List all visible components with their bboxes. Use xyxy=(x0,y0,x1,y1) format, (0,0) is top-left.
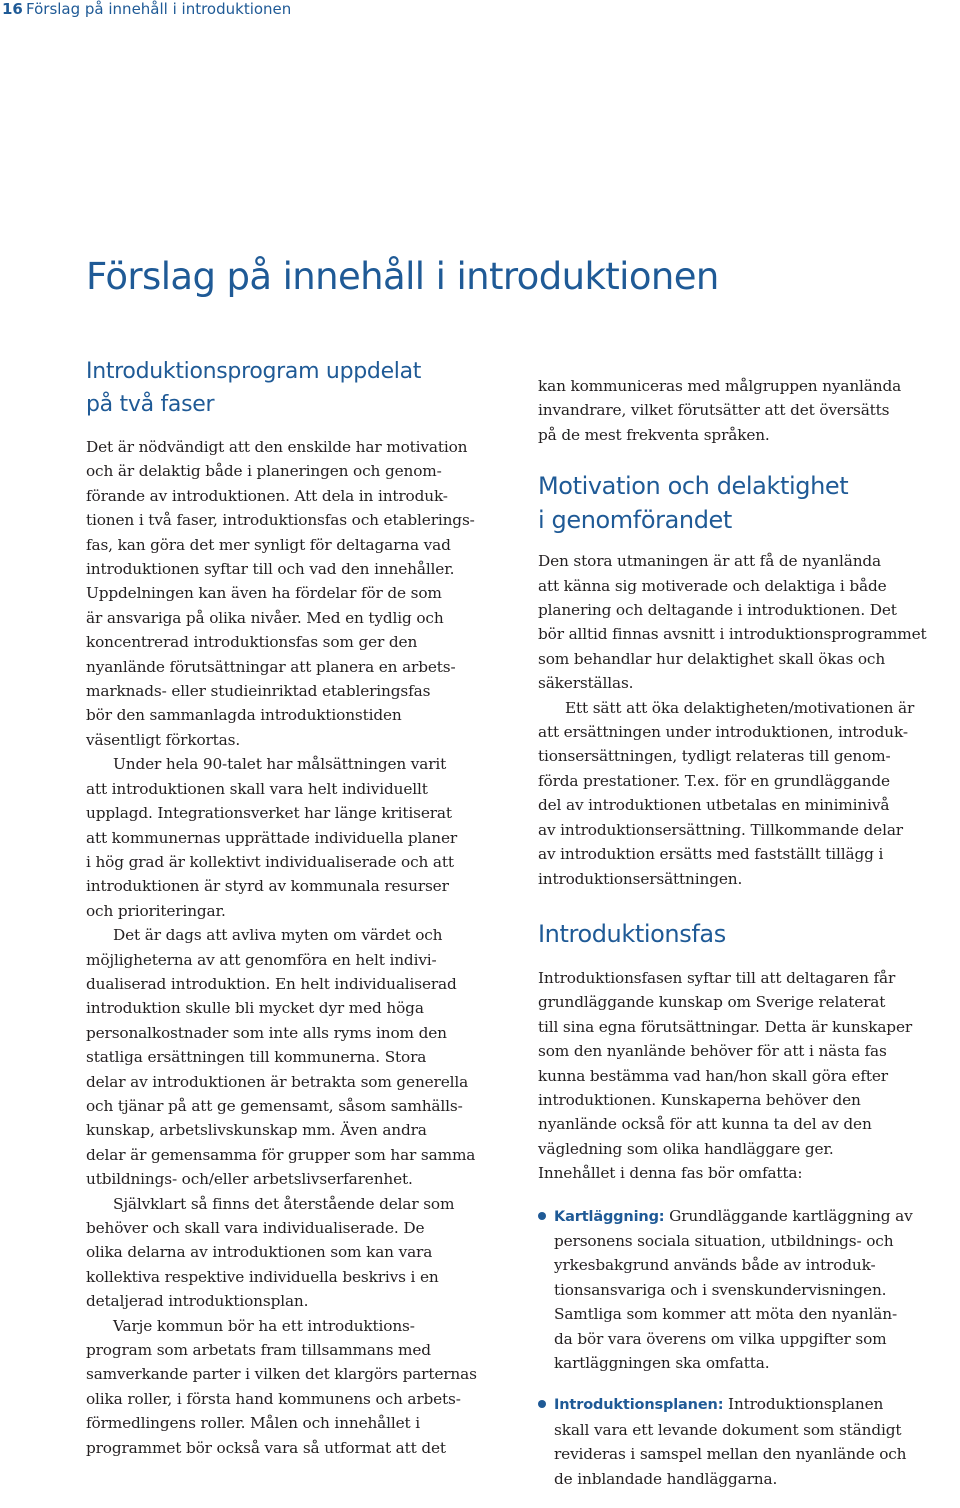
bullet-term: Kartläggning: xyxy=(554,1208,665,1225)
bullet-first-line: Grundläggande kartläggning av xyxy=(664,1206,913,1225)
paragraph xyxy=(86,1192,512,1314)
text-line: skall vara ett levande dokument som ständigt xyxy=(554,1420,902,1439)
text-line: koncentrerad introduktionsfas som ger den xyxy=(86,633,418,652)
text-line: som behandlar hur delaktighet skall ökas och xyxy=(538,649,886,668)
text-line: introduktionen. Kunskaperna behöver den xyxy=(538,1090,861,1109)
text-line: personens sociala situation, utbildnings- och xyxy=(554,1231,894,1250)
text-line: är ansvariga på olika nivåer. Med en tydlig och xyxy=(86,608,444,627)
text-line: kunna bestämma vad han/hon skall göra efter xyxy=(538,1066,888,1085)
text-line: kan kommuniceras med målgruppen nyanlända xyxy=(538,377,902,395)
right-column xyxy=(538,374,958,1508)
bullet-item xyxy=(538,1204,958,1376)
text-line: Introduktionsfasen syftar till att deltagaren får xyxy=(538,968,896,987)
text-line: Varje kommun bör ha ett introduktions- xyxy=(113,1316,415,1335)
page-number: 16 xyxy=(2,0,23,18)
text-line: Den stora utmaningen är att få de nyanlända xyxy=(538,552,882,571)
paragraph xyxy=(538,966,958,1186)
text-line: av introduktionsersättning. Tillkommande delar xyxy=(538,820,903,839)
text-line: möjligheterna av att genomföra en helt indivi- xyxy=(86,950,437,969)
text-line: detaljerad introduktionsplan. xyxy=(86,1292,309,1311)
section-heading-introduktionsfas: Introduktionsfas xyxy=(538,919,726,948)
text-line: olika roller, i första hand kommunens och arbets- xyxy=(86,1389,461,1408)
text-line: dualiserad introduktion. En helt individualiserad xyxy=(86,974,457,993)
text-line: tionsersättningen, tydligt relateras till genom- xyxy=(538,747,891,766)
text-line: Innehållet i denna fas bör omfatta: xyxy=(538,1164,803,1183)
text-line: på de mest frekventa språken. xyxy=(538,425,770,444)
text-line: introduktion skulle bli mycket dyr med höga xyxy=(86,999,424,1018)
text-line: och tjänar på att ge gemensamt, såsom samhälls- xyxy=(86,1096,463,1115)
text-line: marknads- eller studieinriktad etableringsfas xyxy=(86,682,431,701)
bullet-text xyxy=(554,1204,958,1376)
text-line: de inblandade handläggarna. xyxy=(554,1469,778,1488)
page-title: Förslag på innehåll i introduktionen xyxy=(86,255,719,298)
text-line: delar är gemensamma för grupper som har samma xyxy=(86,1145,476,1164)
text-line: da bör vara överens om vilka uppgifter som xyxy=(554,1329,887,1348)
text-line: del av introduktionen utbetalas en miniminivå xyxy=(538,796,890,815)
text-line: av introduktion ersätts med fastställt tillägg i xyxy=(538,845,884,864)
text-line: tionen i två faser, introduktionsfas och etablerings- xyxy=(86,511,475,530)
text-line: Det är dags att avliva myten om värdet och xyxy=(113,926,443,945)
text-line: tionsansvariga och i svenskundervisningen. xyxy=(554,1280,887,1299)
text-line: upplagd. Integrationsverket har länge kritiserat xyxy=(86,804,452,823)
text-line: fas, kan göra det mer synligt för deltagarna vad xyxy=(86,535,451,554)
text-line: revideras i samspel mellan den nyanlände och xyxy=(554,1445,907,1464)
bullet-dot-icon xyxy=(538,1212,546,1220)
text-line: att ersättningen under introduktionen, introduk- xyxy=(538,723,908,742)
section-heading-motivation: Motivation och delaktighet i genomförandet xyxy=(538,472,849,535)
text-line: kollektiva respektive individuella beskrivs i en xyxy=(86,1267,439,1286)
text-line: samverkande parter i vilken det klargörs parternas xyxy=(86,1365,477,1384)
text-line: förmedlingens roller. Målen och innehållet i xyxy=(86,1414,420,1433)
bullet-term: Introduktionsplanen: xyxy=(554,1397,724,1414)
text-line: Ett sätt att öka delaktigheten/motivationen är xyxy=(565,698,915,717)
text-line: förande av introduktionen. Att dela in introduk- xyxy=(86,486,448,505)
paragraph xyxy=(86,752,512,923)
text-line: statliga ersättningen till kommunerna. Stora xyxy=(86,1048,427,1067)
text-line: introduktionen är styrd av kommunala resurser xyxy=(86,877,449,896)
text-line: och är delaktig både i planeringen och genom- xyxy=(86,462,442,481)
text-line: väsentligt förkortas. xyxy=(86,730,241,749)
paragraph xyxy=(538,374,958,447)
text-line: utbildnings- och/eller arbetslivserfarenhet. xyxy=(86,1170,413,1189)
text-line: program som arbetats fram tillsammans med xyxy=(86,1341,431,1360)
text-line: programmet bör också vara så utformat att det xyxy=(86,1438,446,1457)
text-line: Uppdelningen kan även ha fördelar för de som xyxy=(86,584,442,603)
text-line: Det är nödvändigt att den enskilde har motivation xyxy=(86,438,468,456)
text-line: att kommunernas upprättade individuella planer xyxy=(86,828,458,847)
text-line: att introduktionen skall vara helt individuellt xyxy=(86,779,428,798)
text-line: säkerställas. xyxy=(538,674,634,693)
text-line: bör alltid finnas avsnitt i introduktionsprogrammet xyxy=(538,625,927,644)
text-line: olika delarna av introduktionen som kan vara xyxy=(86,1243,433,1262)
section-heading-program: Introduktionsprogram uppdelat på två faser xyxy=(86,359,422,417)
text-line: till sina egna förutsättningar. Detta är kunskaper xyxy=(538,1017,913,1036)
text-line xyxy=(554,1392,958,1417)
text-line: kunskap, arbetslivskunskap mm. Även andra xyxy=(86,1121,427,1140)
left-body xyxy=(86,435,512,1460)
paragraph xyxy=(86,923,512,1191)
bullet-dot-icon xyxy=(538,1400,546,1408)
bullet-first-line: Introduktionsplanen xyxy=(723,1395,884,1414)
text-line xyxy=(554,1204,958,1229)
text-line: grundläggande kunskap om Sverige relaterat xyxy=(538,993,886,1012)
text-line: nyanlände förutsättningar att planera en arbets- xyxy=(86,657,456,676)
text-line: yrkesbakgrund används både av introduk- xyxy=(554,1256,876,1275)
text-line: introduktionsersättningen. xyxy=(538,869,743,888)
left-column xyxy=(86,355,512,1460)
text-line: vägledning som olika handläggare ger. xyxy=(538,1139,834,1158)
text-line: introduktionen syftar till och vad den innehåller. xyxy=(86,560,455,579)
paragraph xyxy=(538,549,958,695)
text-line: behöver och skall vara individualiserade. De xyxy=(86,1219,425,1237)
paragraph xyxy=(86,435,512,752)
text-line: i hög grad är kollektivt individualiserade och att xyxy=(86,852,454,871)
text-line: att känna sig motiverade och delaktiga i både xyxy=(538,576,887,595)
text-line: nyanlände också för att kunna ta del av den xyxy=(538,1115,872,1134)
paragraph xyxy=(538,696,958,891)
text-line: invandrare, vilket förutsätter att det översätts xyxy=(538,401,890,420)
text-line: planering och deltagande i introduktionen. Det xyxy=(538,601,897,620)
text-line: personalkostnader som inte alls ryms inom den xyxy=(86,1023,447,1042)
bullet-list xyxy=(538,1204,958,1491)
text-line: Samtliga som kommer att möta den nyanlän- xyxy=(554,1305,897,1324)
paragraph xyxy=(86,1314,512,1460)
running-title: Förslag på innehåll i introduktionen xyxy=(26,0,292,18)
motivation-body xyxy=(538,549,958,891)
text-line: förda prestationer. T.ex. för en grundläggande xyxy=(538,771,890,790)
bullet-text xyxy=(554,1392,958,1491)
bullet-item xyxy=(538,1392,958,1491)
text-line: delar av introduktionen är betrakta som generella xyxy=(86,1072,469,1091)
text-line: och prioriteringar. xyxy=(86,901,226,920)
text-line: bör den sammanlagda introduktionstiden xyxy=(86,706,402,725)
right-intro xyxy=(538,374,958,447)
text-line: Under hela 90-talet har målsättningen varit xyxy=(113,755,447,774)
text-line: kartläggningen ska omfatta. xyxy=(554,1354,770,1372)
introduktionsfas-body xyxy=(538,966,958,1186)
text-line: Självklart så finns det återstående delar som xyxy=(113,1194,455,1213)
text-line: som den nyanlände behöver för att i nästa fas xyxy=(538,1042,887,1061)
